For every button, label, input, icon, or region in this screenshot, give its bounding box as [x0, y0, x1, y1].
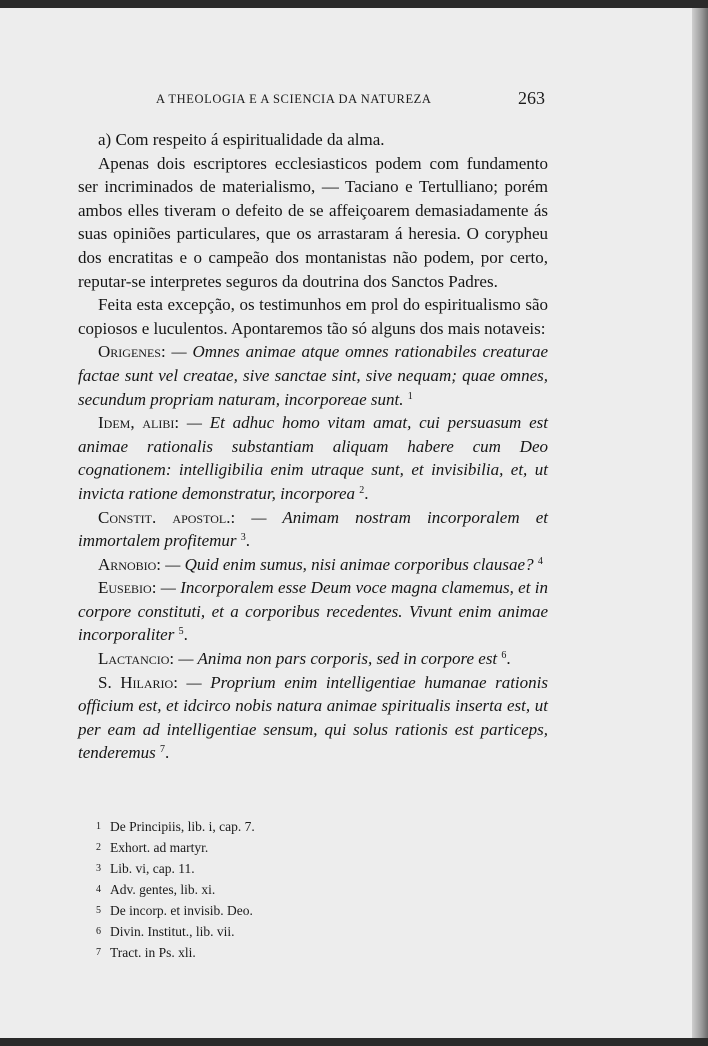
footnote-ref: 6 [501, 650, 507, 662]
footnote-text: Tract. in Ps. xli. [110, 945, 196, 960]
footnote-ref: 3 [240, 532, 246, 544]
quotation: Eusebio: — Incorporalem esse Deum voce magna clamemus, et in corpore constituti, et a corporibus recedentes. Vivunt enim animae incorporaliter $^5$. [78, 578, 548, 645]
paragraph: Feita esta excepção, os testimunhos em prol do espiritualismo são copiosos e luculentos. Apontaremos tão só alguns dos mais notaveis: [78, 295, 548, 338]
quotation: Idem, alibi: — Et adhuc homo vitam amat, cui persuasum est animae rationalis substantiam aliquam habere cum Deo cognationem: intelligibilia enim utraque sunt, et invisibilia, et, ut invicta ratione demonstratur, incorporea $^2$. [78, 413, 548, 503]
running-header: A THEOLOGIA E A SCIENCIA DA NATUREZA [156, 92, 432, 106]
footnote-number: 1 [96, 821, 101, 832]
quotation-text: — Et adhuc homo vitam amat, cui persuasum est animae rationalis substantiam aliquam habere cum Deo cognationem: intelligibilia enim utraque sunt, et invisibilia, et, ut invicta ratione demonstratur, incorporea [78, 413, 548, 503]
footnote-text: Divin. Institut., lib. vii. [110, 924, 235, 939]
footnote-ref: 5 [178, 626, 184, 638]
footnote-number: 3 [96, 863, 101, 874]
quotation [78, 340, 548, 411]
paragraph-heading: a) Com respeito á espiritualidade da alma. [98, 130, 385, 149]
footnote [96, 837, 396, 858]
footnote [96, 858, 396, 879]
quotation-text: — Omnes animae atque omnes rationabiles creaturae factae sunt vel creatae, sive sanctae sint, sive nequam; quae omnes, secundum propriam naturam, incorporeae sunt. [78, 342, 548, 409]
footnote [96, 816, 396, 837]
footnote-text: De incorp. et invisib. Deo. [110, 903, 253, 918]
quotation-author: Origenes: [98, 342, 166, 362]
page-number: 263 [518, 88, 545, 108]
page-edge [692, 8, 708, 1038]
quotation: S. Hilario: — Proprium enim intelligentiae humanae rationis officium est, et idcirco nobis natura animae spiritualis inserta est, ut per eam ad intelligentiae sensum, qui solus rationis est particeps, tenderemus $^7$. [78, 672, 548, 763]
footnote-number: 4 [96, 884, 101, 895]
quotation: Constit. apostol.: — Animam nostram incorporalem et immortalem profitemur $^3$. [78, 507, 549, 551]
quotation-author: Constit. apostol.: [98, 507, 236, 527]
quotation-text: — Incorporalem esse Deum voce magna clamemus, et in corpore constituti, et a corporibus recedentes. Vivunt enim animae incorporaliter [78, 578, 548, 645]
quotation-text: — Quid enim sumus, nisi animae corporibus clausae? [165, 554, 534, 574]
footnote-ref: 7 [160, 744, 165, 756]
quotation-text: — Anima non pars corporis, sed in corpore est [178, 649, 498, 669]
quotation-text: — Animam nostram incorporalem et immortalem profitemur [78, 507, 549, 551]
quotation-author: Arnobio: [98, 554, 162, 574]
quotation: Lactancio: — Anima non pars corporis, sed in corpore est $^6$. [98, 649, 511, 669]
footnote [96, 900, 396, 921]
footnotes [96, 816, 396, 963]
footnote-ref: 1 [407, 390, 413, 402]
footnote-ref: 4 [537, 555, 543, 567]
footnote [96, 921, 396, 942]
footnote-number: 5 [96, 905, 101, 916]
quotation-author: Eusebio: [98, 578, 157, 598]
footnote-text: Adv. gentes, lib. xi. [110, 882, 216, 897]
paragraph: Apenas dois escriptores ecclesiasticos podem com fundamento ser incriminados de materialismo, — Taciano e Tertulliano; porém ambos elles tiveram o defeito de se affeiçoarem demasiadamente ás suas opiniões particulares, que os arrastaram á heresia. O corypheu dos encratitas e o campeão dos montanistas não podem, por certo, reputar-se interpretes seguros da doutrina dos Sanctos Padres. [78, 153, 548, 291]
footnote [96, 879, 396, 900]
footnote-text: Lib. vi, cap. 11. [110, 861, 195, 876]
quotation-author: S. Hilario: [98, 672, 178, 692]
main-text [78, 128, 548, 765]
footnote-number: 6 [96, 926, 101, 937]
footnote-text: Exhort. ad martyr. [110, 840, 209, 855]
footnote-text: De Principiis, lib. i, cap. 7. [110, 819, 255, 834]
footnote-number: 7 [96, 947, 101, 958]
quotation-author: Lactancio: [98, 649, 175, 669]
quotation [78, 553, 548, 577]
quotation-text: — Proprium enim intelligentiae humanae rationis officium est, et idcirco nobis natura animae spiritualis inserta est, ut per eam ad intelligentiae sensum, qui solus rationis est particeps, tenderemus [78, 672, 548, 763]
quotation-author: Idem, alibi: [98, 413, 180, 433]
footnote-ref: 2 [359, 484, 365, 496]
footnote [96, 942, 396, 963]
book-page [0, 8, 692, 1038]
footnote-number: 2 [96, 842, 101, 853]
